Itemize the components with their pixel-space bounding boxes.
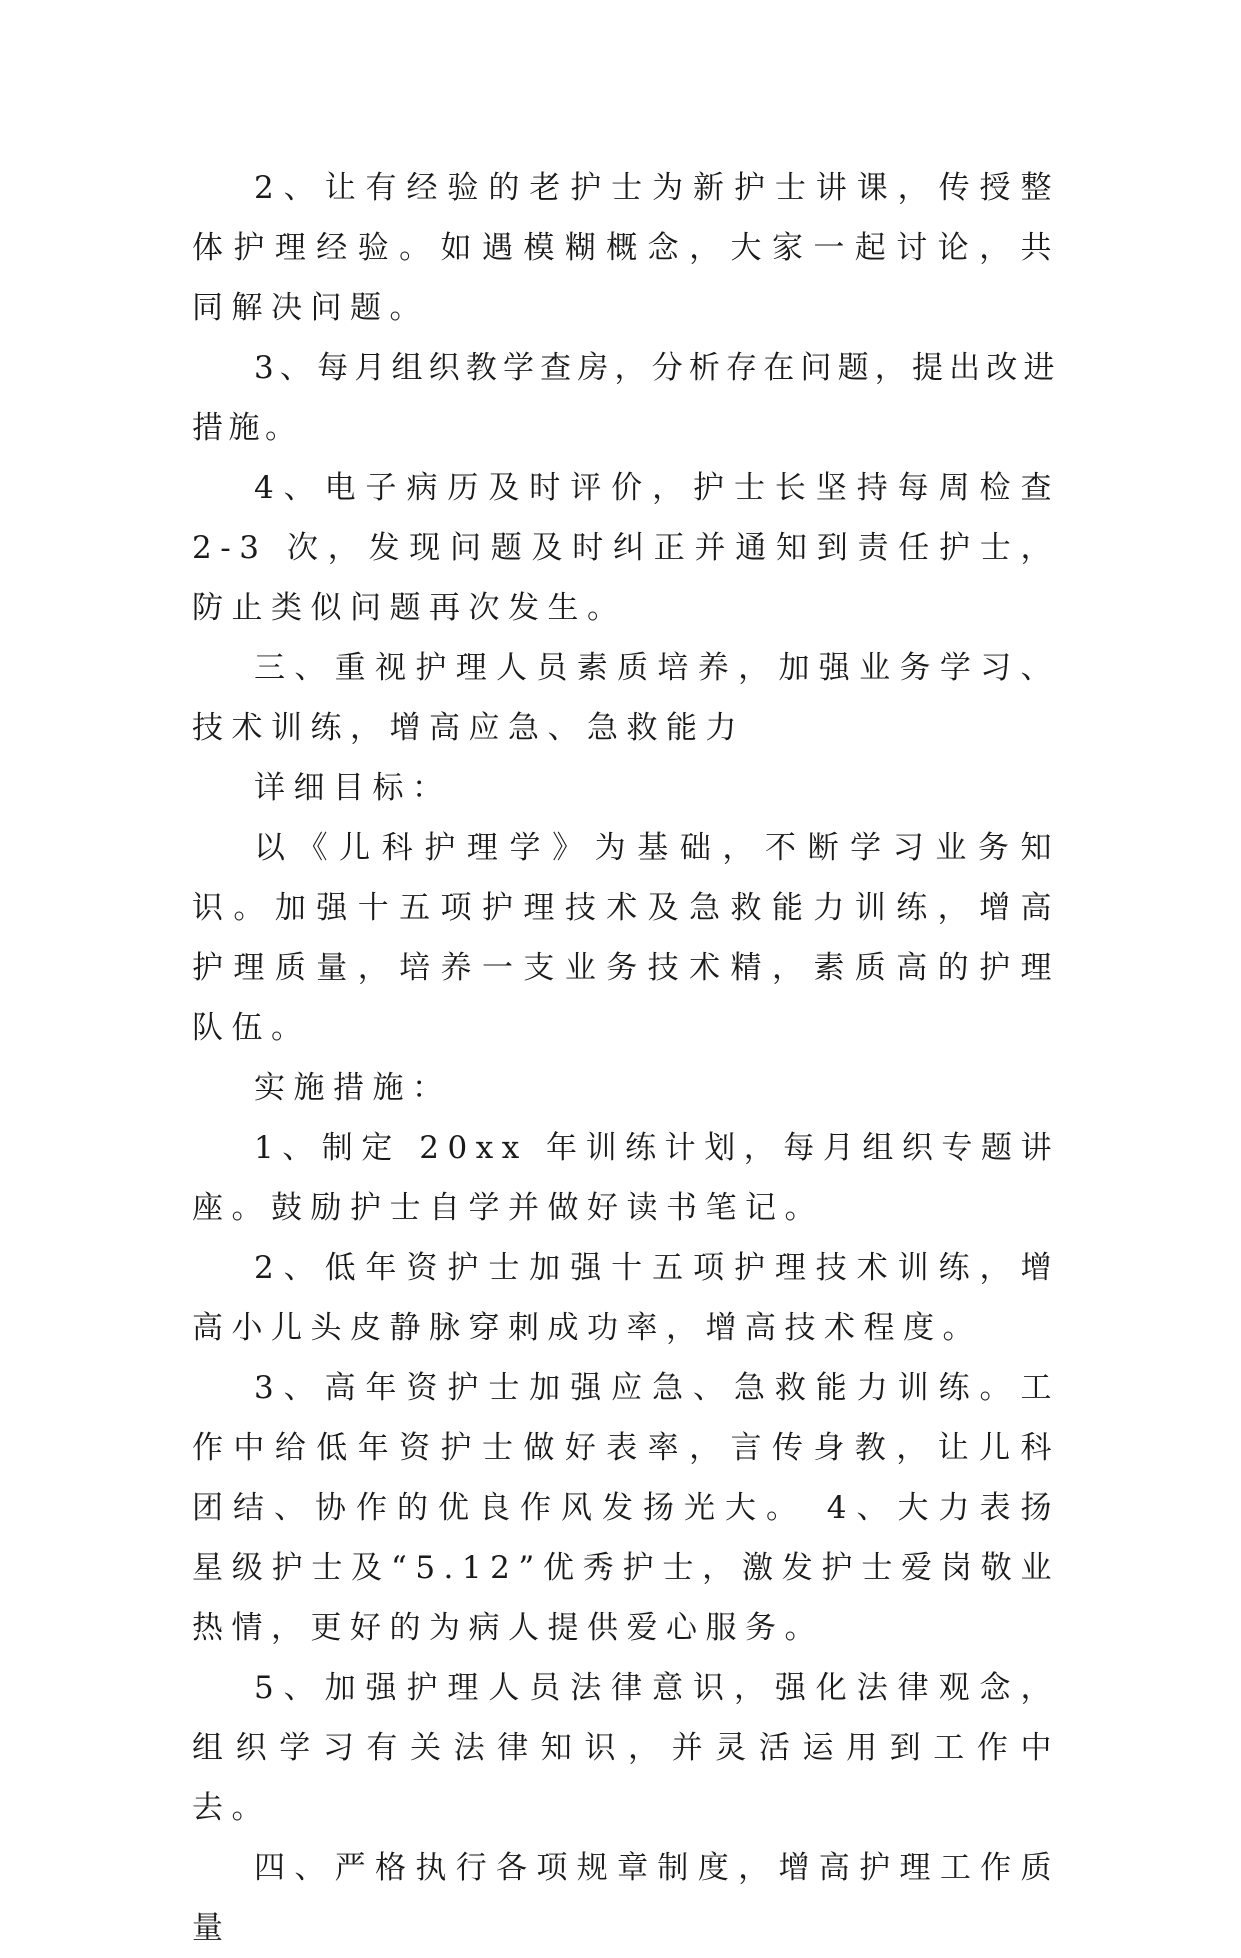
label-measures: 实施措施： (254, 1070, 452, 1106)
measure-2: 2、低年资护士加强十五项护理技术训练，增高小儿头皮静脉穿刺成功率，增高技术程度。 (192, 1250, 1060, 1346)
measure-3-4: 3、高年资护士加强应急、急救能力训练。工作中给低年资护士做好表率，言传身教，让儿科团结、协作的优良作风发扬光大。 4、大力表扬星级护士及“5.12”优秀护士，激发护士爱岗敬业热情，更好的为病人提供爱心服务。 (192, 1370, 1060, 1646)
measure-5: 5、加强护理人员法律意识，强化法律观念，组织学习有关法律知识，并灵活运用到工作中去。 (192, 1670, 1060, 1826)
section-heading-4: 四、严格执行各项规章制度，增高护理工作质量 (192, 1850, 1060, 1946)
paragraph-3: 4、电子病历及时评价，护士长坚持每周检查 2-3 次，发现问题及时纠正并通知到责任护士，防止类似问题再次发生。 (192, 470, 1079, 626)
paragraph-goals: 以《儿科护理学》为基础，不断学习业务知识。加强十五项护理技术及急救能力训练，增高护理质量，培养一支业务技术精，素质高的护理队伍。 (192, 830, 1060, 1046)
paragraph-2: 3、每月组织教学查房，分析存在问题，提出改进措施。 (192, 350, 1060, 446)
label-detailed-goals: 详细目标： (254, 770, 452, 806)
document-body (192, 158, 1079, 1958)
paragraph-1: 2、让有经验的老护士为新护士讲课，传授整体护理经验。如遇模糊概念，大家一起讨论，共同解决问题。 (192, 170, 1060, 326)
section-heading-3: 三、重视护理人员素质培养，加强业务学习、技术训练，增高应急、急救能力 (192, 650, 1060, 746)
measure-1: 1、制定 20xx 年训练计划，每月组织专题讲座。鼓励护士自学并做好读书笔记。 (192, 1130, 1060, 1226)
